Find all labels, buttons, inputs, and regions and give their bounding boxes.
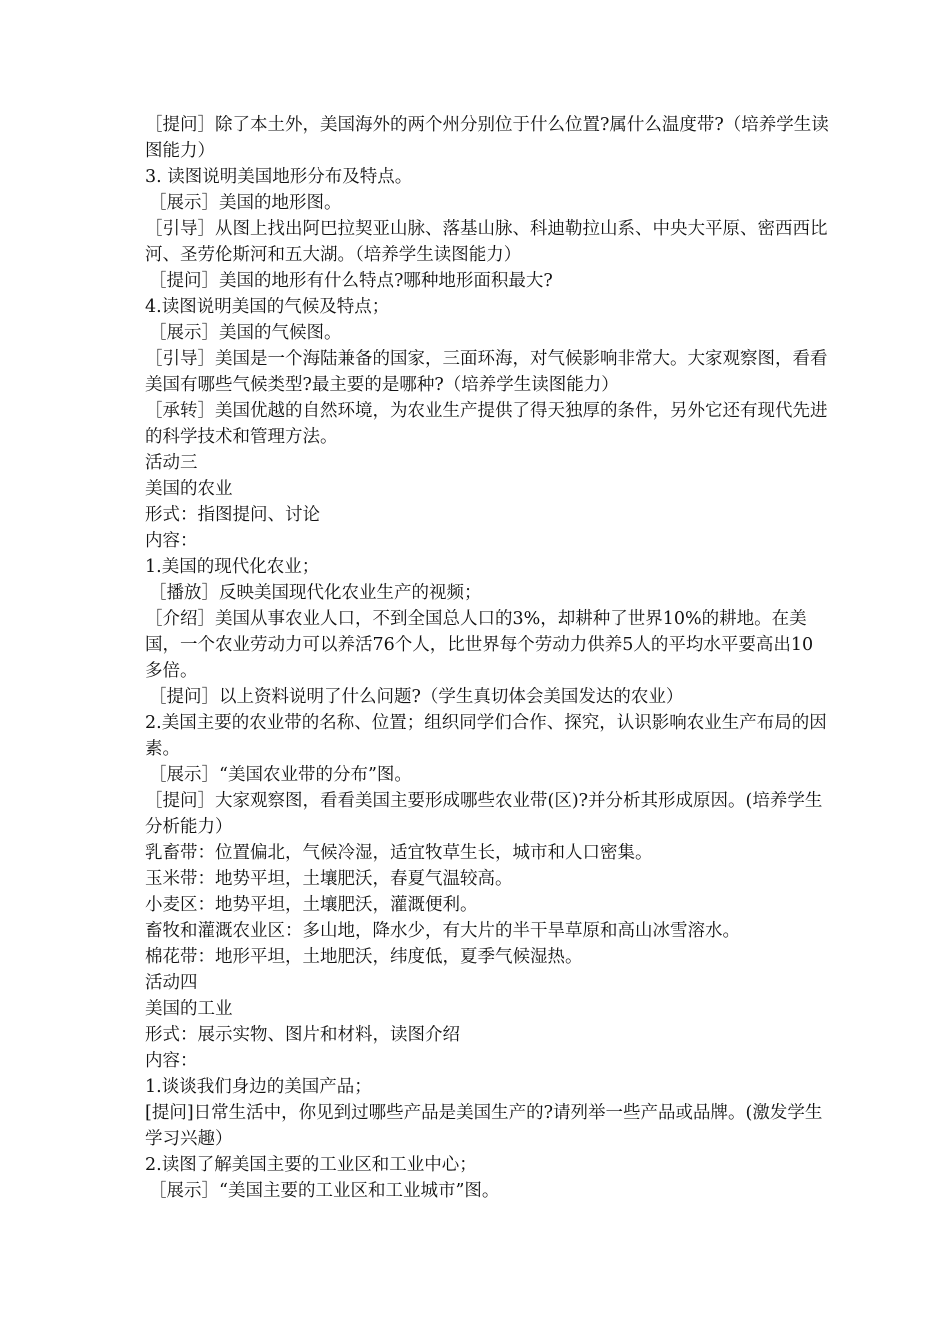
heading-agriculture: 美国的农业 bbox=[145, 479, 233, 499]
heading-industrial-regions: 2.读图了解美国主要的工业区和工业中心； bbox=[145, 1155, 477, 1175]
heading-activity-3: 活动三 bbox=[145, 453, 198, 473]
paragraph-guide-climate: ［引导］美国是一个海陆兼备的国家，三面环海，对气候影响非常大。大家观察图，看看美国有哪些气候类型?最主要的是哪种?（培养学生读图能力） bbox=[145, 349, 828, 395]
paragraph-question-terrain: ［提问］美国的地形有什么特点?哪种地形面积最大? bbox=[149, 271, 553, 291]
heading-us-products: 1.谈谈我们身边的美国产品； bbox=[145, 1077, 372, 1097]
heading-agricultural-belts: 2.美国主要的农业带的名称、位置；组织同学们合作、探究，认识影响农业生产布局的因素。 bbox=[145, 713, 827, 759]
paragraph-content-4: 内容： bbox=[145, 1051, 198, 1071]
paragraph-content-3: 内容： bbox=[145, 531, 198, 551]
heading-terrain-3: 3. 读图说明美国地形分布及特点。 bbox=[145, 167, 413, 187]
paragraph-form-3: 形式：指图提问、讨论 bbox=[145, 505, 320, 525]
paragraph-question-products: [提问]日常生活中，你见到过哪些产品是美国生产的?请列举一些产品或品牌。(激发学生学习兴趣） bbox=[145, 1103, 823, 1149]
paragraph-play-video: ［播放］反映美国现代化农业生产的视频； bbox=[149, 583, 482, 603]
document-body bbox=[145, 112, 830, 1204]
paragraph-show-belts-map: ［展示］“美国农业带的分布”图。 bbox=[149, 765, 412, 785]
paragraph-question-belts: ［提问］大家观察图，看看美国主要形成哪些农业带(区)?并分析其形成原因。(培养学生分析能力） bbox=[145, 791, 823, 837]
heading-climate-4: 4.读图说明美国的气候及特点； bbox=[145, 297, 390, 317]
paragraph-introduce-agriculture: ［介绍］美国从事农业人口，不到全国总人口的3%，却耕种了世界10%的耕地。在美国，一个农业劳动力可以养活76个人，比世界每个劳动力供养5人的平均水平要高出10多倍。 bbox=[145, 609, 814, 681]
paragraph-show-climate-map: ［展示］美国的气候图。 bbox=[149, 323, 342, 343]
paragraph-show-industry-map: ［展示］“美国主要的工业区和工业城市”图。 bbox=[149, 1181, 500, 1201]
paragraph-form-4: 形式：展示实物、图片和材料，读图介绍 bbox=[145, 1025, 460, 1045]
heading-modern-agriculture: 1.美国的现代化农业； bbox=[145, 557, 320, 577]
heading-industry: 美国的工业 bbox=[145, 999, 233, 1019]
paragraph-question-agriculture: ［提问］以上资料说明了什么问题?（学生真切体会美国发达的农业） bbox=[149, 687, 684, 707]
paragraph-guide-terrain: ［引导］从图上找出阿巴拉契亚山脉、落基山脉、科迪勒拉山系、中央大平原、密西西比河、圣劳伦斯河和五大湖。（培养学生读图能力） bbox=[145, 219, 828, 265]
paragraph-wheat-region: 小麦区：地势平坦，土壤肥沃，灌溉便利。 bbox=[145, 895, 478, 915]
paragraph-corn-belt: 玉米带：地势平坦，土壤肥沃，春夏气温较高。 bbox=[145, 869, 513, 889]
paragraph-cotton-belt: 棉花带：地形平坦，土地肥沃，纬度低，夏季气候湿热。 bbox=[145, 947, 583, 967]
paragraph-show-terrain-map: ［展示］美国的地形图。 bbox=[149, 193, 342, 213]
paragraph-question-overseas-states: ［提问］除了本土外，美国海外的两个州分别位于什么位置?属什么温度带?（培养学生读图能力） bbox=[145, 115, 829, 161]
paragraph-dairy-belt: 乳畜带：位置偏北，气候冷湿，适宜牧草生长，城市和人口密集。 bbox=[145, 843, 653, 863]
heading-activity-4: 活动四 bbox=[145, 973, 198, 993]
paragraph-transition: ［承转］美国优越的自然环境，为农业生产提供了得天独厚的条件，另外它还有现代先进的科学技术和管理方法。 bbox=[145, 401, 828, 447]
paragraph-ranching-irrigation: 畜牧和灌溉农业区：多山地，降水少，有大片的半干旱草原和高山冰雪溶水。 bbox=[145, 921, 740, 941]
